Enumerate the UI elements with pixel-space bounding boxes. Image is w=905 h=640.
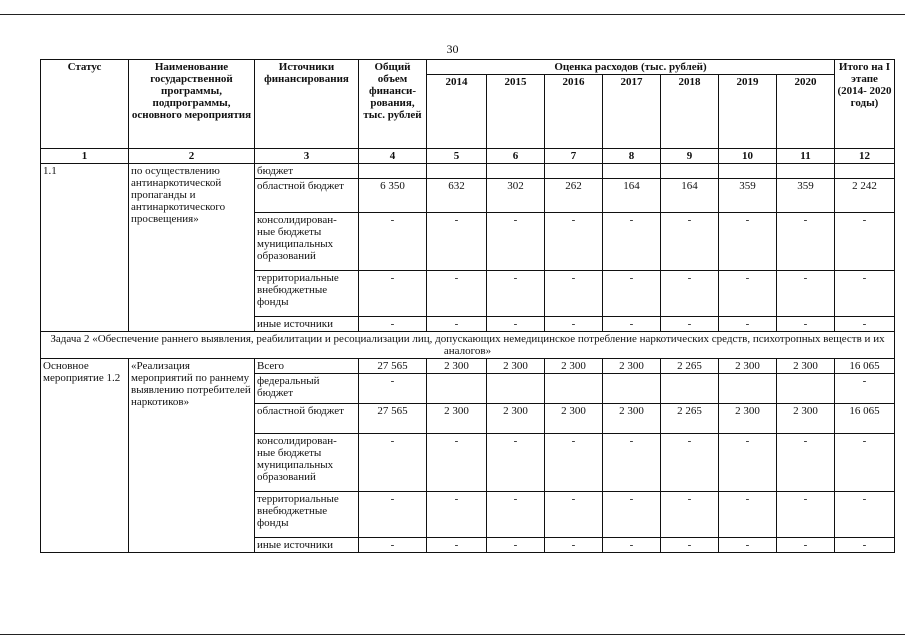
value-cell: - [359,271,427,317]
value-cell: - [719,271,777,317]
header-sources: Источники финансирования [255,60,359,149]
value-cell: - [603,538,661,553]
header-year: 2017 [603,75,661,149]
value-cell: 359 [777,179,835,213]
value-cell: 2 300 [777,359,835,374]
source-cell: территориальные внебюджетные фонды [255,271,359,317]
value-cell: 632 [427,179,487,213]
scan-bottom-line [0,634,905,635]
value-cell: 2 300 [427,404,487,434]
value-cell: - [545,213,603,271]
column-number: 10 [719,149,777,164]
status-cell: 1.1 [41,164,129,332]
value-cell: - [545,538,603,553]
value-cell: - [661,317,719,332]
value-cell: 2 300 [603,359,661,374]
value-cell: - [603,434,661,492]
value-cell: - [359,213,427,271]
value-cell: - [487,271,545,317]
value-cell: - [603,492,661,538]
value-cell: - [777,317,835,332]
status-cell: Основное мероприятие 1.2 [41,359,129,553]
value-cell: - [487,434,545,492]
value-cell: - [545,492,603,538]
value-cell: 262 [545,179,603,213]
value-cell: - [719,434,777,492]
header-status: Статус [41,60,129,149]
source-cell: территориальные внебюджетные фонды [255,492,359,538]
value-cell: 2 300 [487,404,545,434]
table-row [41,164,895,179]
value-cell: 16 065 [835,359,895,374]
value-cell: 2 265 [661,404,719,434]
task-2-heading: Задача 2 «Обеспечение раннего выявления, реабилитации и ресоциализации лиц, допускающих немедицинское потребление наркотических средств, психотропных веществ и их аналогов» [41,332,895,359]
value-cell: - [835,374,895,404]
value-cell: - [777,213,835,271]
header-year: 2015 [487,75,545,149]
value-cell [487,164,545,179]
value-cell: - [835,213,895,271]
header-total: Общий объем финанси- рования, тыс. рублей [359,60,427,149]
value-cell: - [359,434,427,492]
value-cell: - [777,492,835,538]
table-row [41,359,895,374]
value-cell [545,164,603,179]
value-cell [661,164,719,179]
column-number: 6 [487,149,545,164]
header-stage-total: Итого на I этапе (2014- 2020 годы) [835,60,895,149]
value-cell: - [487,492,545,538]
column-number: 7 [545,149,603,164]
value-cell: - [719,538,777,553]
value-cell: 2 300 [603,404,661,434]
value-cell [427,374,487,404]
column-number: 9 [661,149,719,164]
value-cell: - [427,271,487,317]
value-cell: - [603,213,661,271]
value-cell: - [359,538,427,553]
value-cell [777,374,835,404]
value-cell: - [719,492,777,538]
header-year: 2014 [427,75,487,149]
source-cell: консолидирован- ные бюджеты муниципальных образований [255,213,359,271]
source-cell: бюджет [255,164,359,179]
header-row [41,60,895,75]
value-cell [719,374,777,404]
value-cell: 27 565 [359,404,427,434]
value-cell: - [545,317,603,332]
source-cell: областной бюджет [255,179,359,213]
value-cell: 2 300 [719,404,777,434]
value-cell: 302 [487,179,545,213]
header-estimate: Оценка расходов (тыс. рублей) [427,60,835,75]
value-cell: - [777,271,835,317]
value-cell: - [545,434,603,492]
value-cell [427,164,487,179]
value-cell: 6 350 [359,179,427,213]
column-number: 11 [777,149,835,164]
value-cell: 2 300 [545,359,603,374]
value-cell: - [719,213,777,271]
value-cell: - [359,317,427,332]
source-cell: федеральный бюджет [255,374,359,404]
source-cell: Всего [255,359,359,374]
value-cell: - [427,492,487,538]
value-cell: - [545,271,603,317]
source-cell: иные источники [255,317,359,332]
column-number: 3 [255,149,359,164]
task-row [41,332,895,359]
value-cell: - [777,434,835,492]
value-cell: - [661,538,719,553]
value-cell [603,374,661,404]
column-number: 8 [603,149,661,164]
header-year: 2018 [661,75,719,149]
value-cell: - [661,271,719,317]
value-cell: 2 300 [545,404,603,434]
value-cell [603,164,661,179]
measure-name-cell: «Реализация мероприятий по раннему выявлению потребителей наркотиков» [129,359,255,553]
source-cell: иные источники [255,538,359,553]
value-cell: - [661,492,719,538]
value-cell: - [661,434,719,492]
value-cell: 164 [661,179,719,213]
value-cell: 27 565 [359,359,427,374]
value-cell: - [427,317,487,332]
value-cell: - [359,492,427,538]
value-cell: - [487,317,545,332]
value-cell: - [603,317,661,332]
column-numbers-row [41,149,895,164]
header-year: 2016 [545,75,603,149]
value-cell: 2 265 [661,359,719,374]
value-cell: 164 [603,179,661,213]
scan-top-line [0,14,905,15]
value-cell [719,164,777,179]
value-cell: - [359,374,427,404]
column-number: 2 [129,149,255,164]
value-cell [777,164,835,179]
value-cell [545,374,603,404]
column-number: 12 [835,149,895,164]
header-year: 2019 [719,75,777,149]
value-cell: - [835,492,895,538]
budget-table [40,59,895,553]
value-cell: - [427,213,487,271]
value-cell: - [835,271,895,317]
value-cell: - [427,538,487,553]
value-cell: 359 [719,179,777,213]
measure-name-cell: по осуществлению антинаркотической пропаганды и антинаркотического просвещения» [129,164,255,332]
header-year: 2020 [777,75,835,149]
source-cell: консолидирован- ные бюджеты муниципальных образований [255,434,359,492]
value-cell [359,164,427,179]
value-cell [661,374,719,404]
value-cell: - [487,538,545,553]
value-cell: 2 300 [719,359,777,374]
value-cell: 2 300 [427,359,487,374]
page-number: 30 [446,42,459,56]
column-number: 4 [359,149,427,164]
value-cell [487,374,545,404]
value-cell: - [603,271,661,317]
value-cell: - [427,434,487,492]
value-cell: - [777,538,835,553]
value-cell: - [661,213,719,271]
column-number: 1 [41,149,129,164]
value-cell: - [835,538,895,553]
value-cell: - [487,213,545,271]
value-cell: - [835,317,895,332]
column-number: 5 [427,149,487,164]
value-cell: 2 300 [777,404,835,434]
value-cell: 2 300 [487,359,545,374]
header-name: Наименование государственной программы, подпрограммы, основного мероприятия [129,60,255,149]
value-cell: 2 242 [835,179,895,213]
source-cell: областной бюджет [255,404,359,434]
value-cell: - [835,434,895,492]
value-cell [835,164,895,179]
value-cell: 16 065 [835,404,895,434]
value-cell: - [719,317,777,332]
